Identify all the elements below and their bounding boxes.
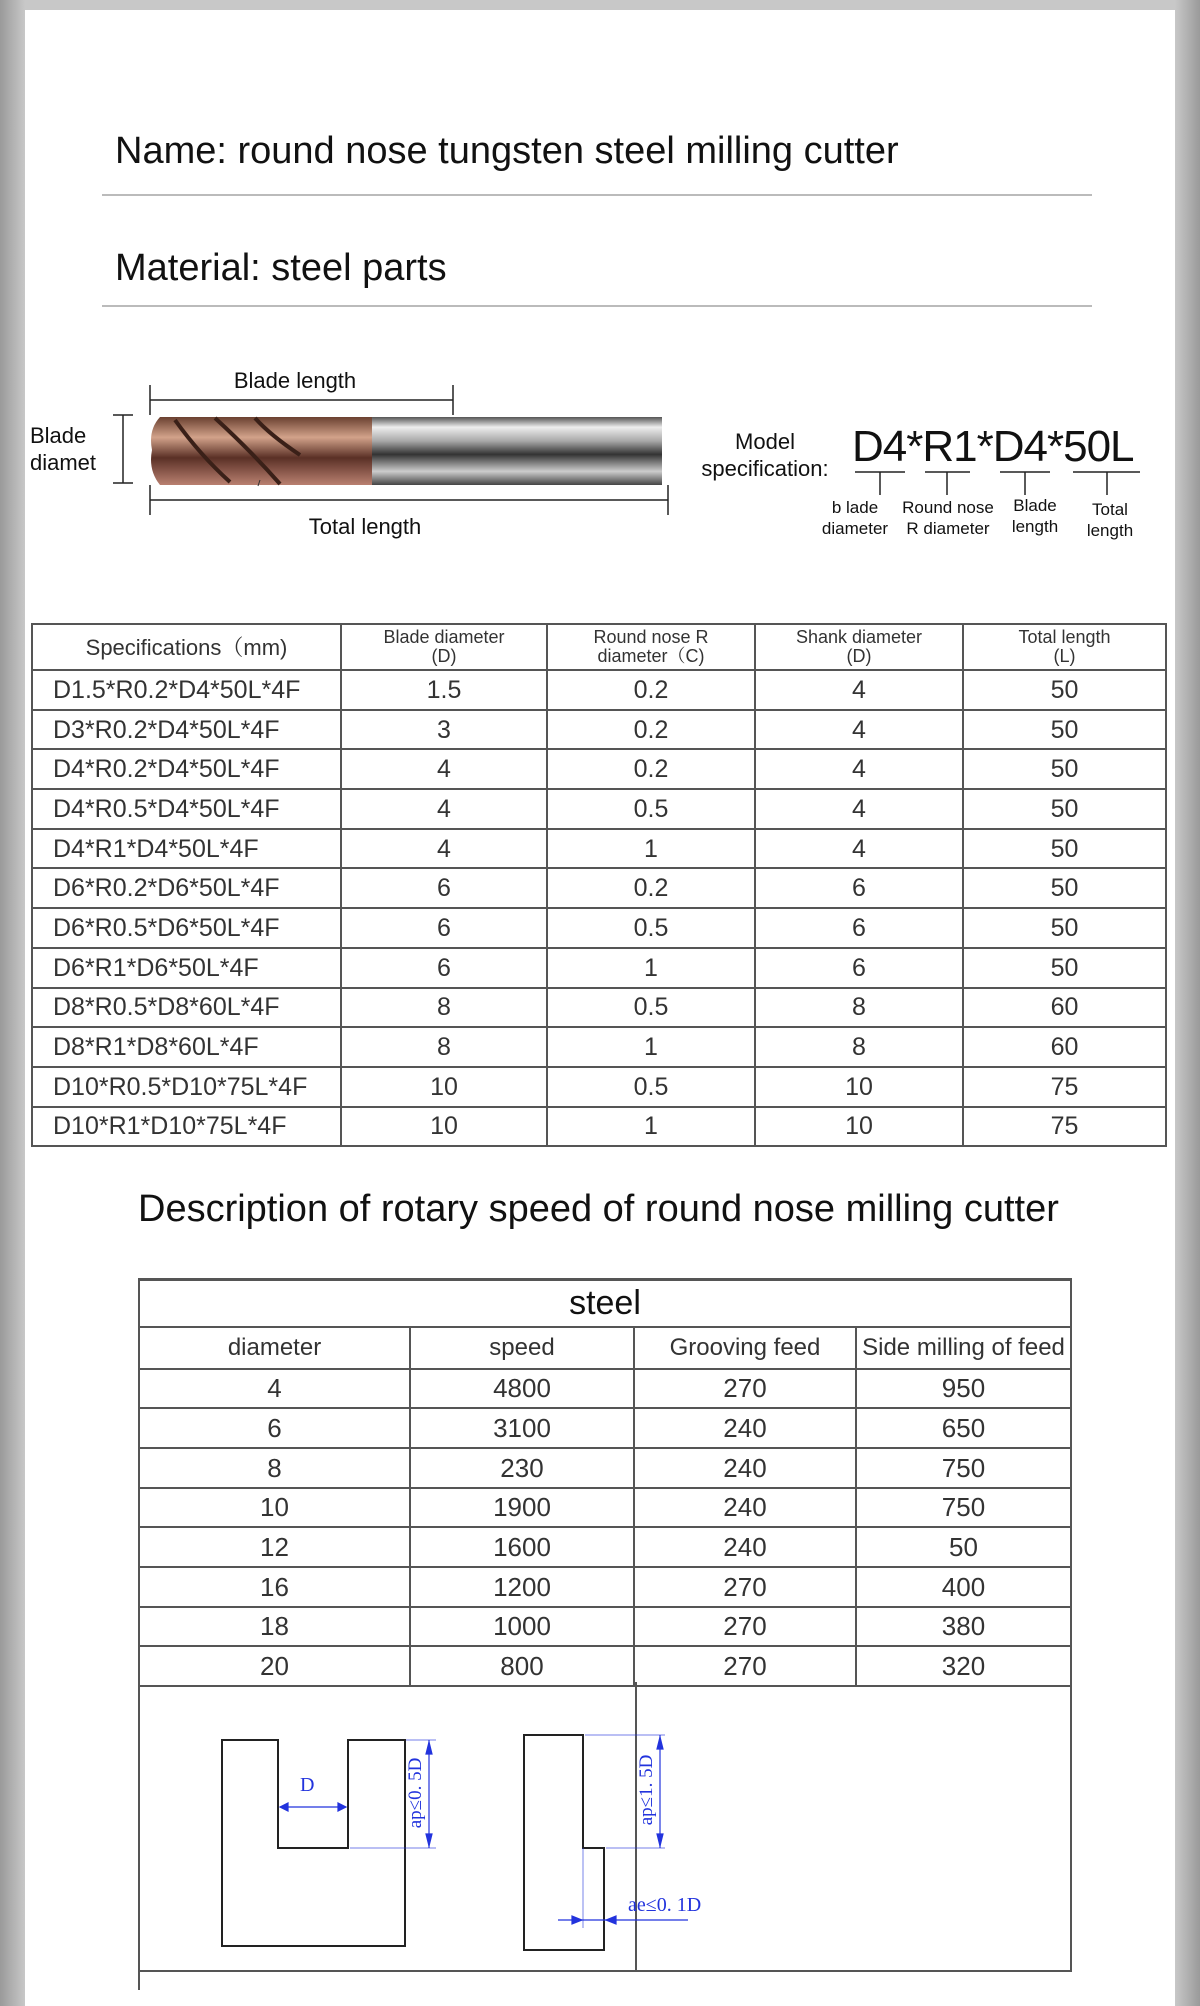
spec-cell: 10 (341, 1067, 547, 1107)
spec-cell: 4 (755, 829, 963, 869)
speed-cell: 320 (856, 1646, 1071, 1686)
table-row (32, 749, 1166, 789)
spec-cell: D6*R0.2*D6*50L*4F (32, 868, 341, 908)
speed-section-title: Description of rotary speed of round nose milling cutter (138, 1188, 1059, 1230)
spec-cell: 1 (547, 948, 755, 988)
spec-cell: 8 (755, 988, 963, 1028)
spec-cell: D10*R0.5*D10*75L*4F (32, 1067, 341, 1107)
spec-cell: 60 (963, 988, 1166, 1028)
spec-cell: 4 (755, 789, 963, 829)
spec-table (31, 623, 1167, 1147)
spec-cell: 50 (963, 710, 1166, 750)
groove-depth-label: ap≤0. 5D (405, 1757, 426, 1829)
speed-cell: 240 (634, 1527, 856, 1567)
divider (138, 1970, 140, 1990)
speed-cell: 240 (634, 1408, 856, 1448)
table-header-row (32, 624, 1166, 670)
spec-cell: D6*R1*D6*50L*4F (32, 948, 341, 988)
model-spec-value: D4*R1*D4*50L (852, 422, 1134, 471)
part-round-nose: Round nose R diameter (902, 498, 994, 538)
part-blade-length: Blade length (1011, 496, 1059, 536)
spec-cell: D4*R0.2*D4*50L*4F (32, 749, 341, 789)
speed-cell: 1200 (410, 1567, 634, 1607)
spec-cell: 75 (963, 1107, 1166, 1147)
spec-cell: 1.5 (341, 670, 547, 710)
col-header: speed (410, 1327, 634, 1369)
speed-cell: 240 (634, 1448, 856, 1488)
spec-cell: 1 (547, 1027, 755, 1067)
table-row (32, 710, 1166, 750)
material-label: steel (139, 1280, 1071, 1327)
spec-cell: 6 (341, 908, 547, 948)
spec-cell: 8 (341, 988, 547, 1028)
spec-cell: 50 (963, 749, 1166, 789)
table-row (139, 1527, 1071, 1567)
table-row (32, 1107, 1166, 1147)
spec-cell: 4 (755, 749, 963, 789)
spec-cell: 8 (341, 1027, 547, 1067)
speed-cell: 50 (856, 1527, 1071, 1567)
speed-cell: 12 (139, 1527, 410, 1567)
spec-cell: 50 (963, 670, 1166, 710)
speed-cell: 8 (139, 1448, 410, 1488)
table-row (32, 868, 1166, 908)
table-row (139, 1646, 1071, 1686)
spec-cell: 60 (963, 1027, 1166, 1067)
speed-cell: 750 (856, 1488, 1071, 1528)
spec-cell: 10 (755, 1107, 963, 1147)
divider (102, 194, 1092, 196)
table-row (139, 1567, 1071, 1607)
speed-cell: 380 (856, 1607, 1071, 1647)
col-header: Blade diameter (D) (341, 624, 547, 670)
spec-cell: 50 (963, 868, 1166, 908)
spec-cell: D10*R1*D10*75L*4F (32, 1107, 341, 1147)
speed-cell: 800 (410, 1646, 634, 1686)
spec-cell: 4 (341, 789, 547, 829)
speed-cell: 950 (856, 1369, 1071, 1409)
product-material: Material: steel parts (115, 247, 447, 289)
spec-cell: 4 (341, 749, 547, 789)
table-row (32, 908, 1166, 948)
table-row (32, 1067, 1166, 1107)
spec-cell: 3 (341, 710, 547, 750)
col-header: Total length (L) (963, 624, 1166, 670)
blade-length-label: Blade length (233, 368, 357, 393)
spec-cell: 6 (755, 948, 963, 988)
spec-cell: 50 (963, 829, 1166, 869)
spec-cell: D4*R1*D4*50L*4F (32, 829, 341, 869)
spec-cell: 75 (963, 1067, 1166, 1107)
speed-cell: 6 (139, 1408, 410, 1448)
spec-cell: D1.5*R0.2*D4*50L*4F (32, 670, 341, 710)
table-row (32, 670, 1166, 710)
part-blade-diameter: b lade diameter (821, 498, 889, 538)
col-header: Shank diameter (D) (755, 624, 963, 670)
spec-cell: D3*R0.2*D4*50L*4F (32, 710, 341, 750)
spec-cell: D8*R1*D8*60L*4F (32, 1027, 341, 1067)
spec-cell: D6*R0.5*D6*50L*4F (32, 908, 341, 948)
col-header: diameter (139, 1327, 410, 1369)
spec-cell: 0.2 (547, 670, 755, 710)
spec-cell: 50 (963, 789, 1166, 829)
tool-diagram (0, 360, 1200, 560)
cutting-diagrams (138, 1682, 1072, 1972)
side-depth-label: ap≤1. 5D (636, 1754, 657, 1826)
spec-cell: 6 (341, 948, 547, 988)
spec-cell: 8 (755, 1027, 963, 1067)
spec-cell: 1 (547, 829, 755, 869)
part-total-length: Total length (1086, 500, 1134, 540)
spec-cell: 50 (963, 908, 1166, 948)
product-name: Name: round nose tungsten steel milling cutter (115, 130, 899, 172)
speed-cell: 270 (634, 1567, 856, 1607)
table-row (139, 1408, 1071, 1448)
material-row (139, 1280, 1071, 1327)
speed-cell: 1900 (410, 1488, 634, 1528)
spec-cell: 0.5 (547, 789, 755, 829)
divider (102, 305, 1092, 307)
speed-cell: 4800 (410, 1369, 634, 1409)
speed-cell: 230 (410, 1448, 634, 1488)
table-header-row (139, 1327, 1071, 1369)
spec-cell: 0.2 (547, 868, 755, 908)
table-row (32, 988, 1166, 1028)
blade-diameter-label: Blade diamet (30, 423, 97, 475)
spec-cell: D4*R0.5*D4*50L*4F (32, 789, 341, 829)
side-width-label: ae≤0. 1D (628, 1894, 702, 1916)
speed-cell: 10 (139, 1488, 410, 1528)
col-header: Side milling of feed (856, 1327, 1071, 1369)
spec-cell: 4 (755, 670, 963, 710)
model-spec-label: Model specification: (701, 429, 829, 481)
speed-cell: 240 (634, 1488, 856, 1528)
speed-table (138, 1278, 1072, 1687)
speed-cell: 650 (856, 1408, 1071, 1448)
col-header: Round nose R diameter（C) (547, 624, 755, 670)
spec-cell: 0.5 (547, 1067, 755, 1107)
spec-cell: 1 (547, 1107, 755, 1147)
table-row (139, 1607, 1071, 1647)
speed-cell: 750 (856, 1448, 1071, 1488)
spec-cell: 6 (755, 868, 963, 908)
table-row (139, 1369, 1071, 1409)
speed-cell: 270 (634, 1607, 856, 1647)
table-row (32, 1027, 1166, 1067)
table-row (32, 829, 1166, 869)
speed-cell: 270 (634, 1369, 856, 1409)
spec-cell: 6 (755, 908, 963, 948)
spec-cell: 0.5 (547, 908, 755, 948)
speed-cell: 3100 (410, 1408, 634, 1448)
table-row (32, 789, 1166, 829)
col-header: Specifications（mm) (32, 624, 341, 670)
total-length-label: Total length (308, 514, 422, 539)
table-row (32, 948, 1166, 988)
spec-cell: 0.5 (547, 988, 755, 1028)
speed-cell: 270 (634, 1646, 856, 1686)
speed-cell: 400 (856, 1567, 1071, 1607)
speed-cell: 1600 (410, 1527, 634, 1567)
table-row (139, 1488, 1071, 1528)
spec-cell: 10 (755, 1067, 963, 1107)
spec-cell: 10 (341, 1107, 547, 1147)
speed-cell: 16 (139, 1567, 410, 1607)
speed-cell: 20 (139, 1646, 410, 1686)
col-header: Grooving feed (634, 1327, 856, 1369)
spec-cell: 50 (963, 948, 1166, 988)
spec-cell: 4 (755, 710, 963, 750)
speed-cell: 18 (139, 1607, 410, 1647)
speed-cell: 4 (139, 1369, 410, 1409)
grooving-and-side-milling-diagram (140, 1682, 1074, 1972)
spec-cell: 6 (341, 868, 547, 908)
spec-cell: D8*R0.5*D8*60L*4F (32, 988, 341, 1028)
spec-cell: 0.2 (547, 710, 755, 750)
table-row (139, 1448, 1071, 1488)
spec-cell: 4 (341, 829, 547, 869)
groove-width-label: D (300, 1774, 315, 1796)
spec-cell: 0.2 (547, 749, 755, 789)
speed-cell: 1000 (410, 1607, 634, 1647)
